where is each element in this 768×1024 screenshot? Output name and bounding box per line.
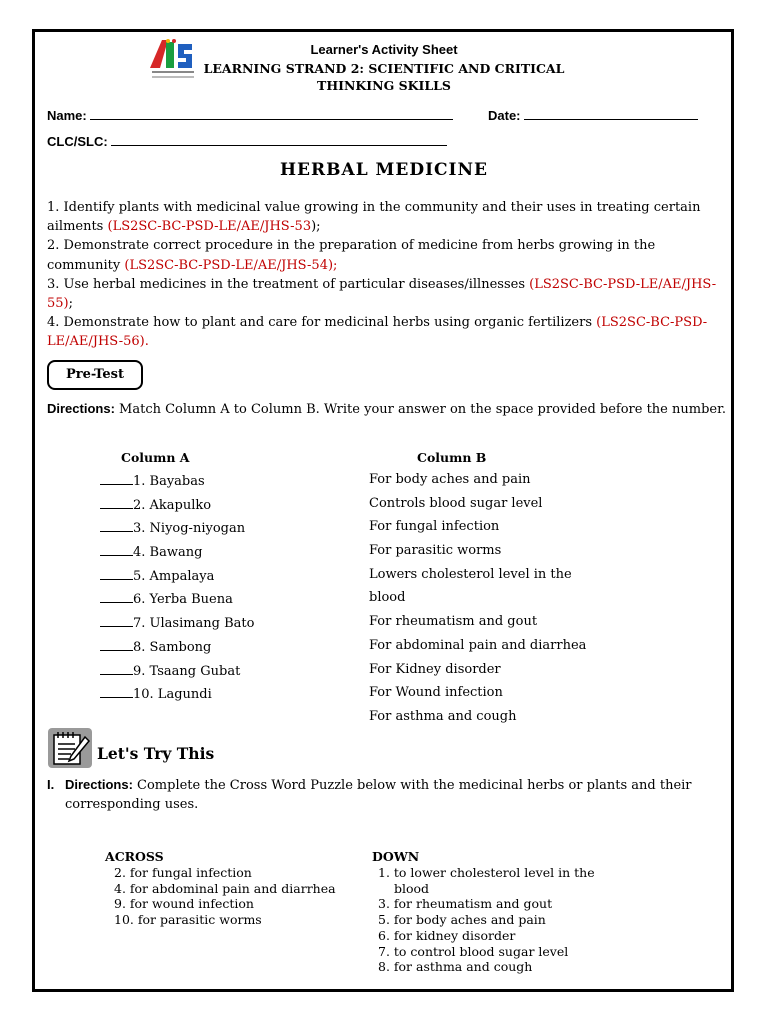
directions-label: Directions: — [65, 777, 133, 792]
list-item: For parasitic worms — [369, 543, 502, 559]
list-item: 5. for body aches and pain — [378, 912, 546, 928]
down-header: DOWN — [372, 849, 420, 864]
list-item: 1. to lower cholesterol level in the — [378, 865, 595, 880]
clc-field[interactable] — [47, 134, 447, 149]
crossword-directions — [47, 775, 727, 814]
column-a-list — [100, 470, 255, 707]
pretest-directions — [47, 399, 727, 419]
list-item: For asthma and cough — [369, 708, 517, 724]
competency-code: (LS2SC-BC-PSD-LE/AE/JHS-56). — [47, 315, 708, 350]
list-item: 5. Ampalaya — [100, 565, 255, 589]
answer-blank[interactable] — [100, 518, 133, 532]
objective-1: 1. Identify plants with medicinal value growing in the community and their uses in treating certain ailments (LS2SC-BC-PSD-LE/AE/JHS-53); — [47, 200, 701, 235]
date-field[interactable] — [488, 108, 698, 123]
competency-code: (LS2SC-BC-PSD-LE/AE/JHS-55) — [47, 276, 717, 312]
column-b-list — [369, 468, 586, 729]
list-item: Controls blood sugar level — [369, 495, 543, 511]
lets-try-title: Let's Try This — [97, 744, 215, 763]
clc-line[interactable] — [111, 134, 447, 146]
list-item: 8. Sambong — [100, 636, 255, 660]
list-item: For rheumatism and gout — [369, 614, 538, 630]
list-item: Lowers cholesterol level in the — [369, 566, 572, 582]
list-item: For fungal infection — [369, 519, 500, 535]
date-label: Date: — [488, 108, 521, 123]
sheet-subtitle: Learner's Activity Sheet — [310, 42, 458, 57]
directions-label: Directions: — [47, 401, 115, 416]
answer-blank[interactable] — [100, 542, 133, 556]
across-clues — [114, 865, 336, 928]
section-number: I. — [47, 777, 55, 792]
objectives-list — [47, 198, 727, 352]
directions-text: Match Column A to Column B. Write your answer on the space provided before the number. — [114, 402, 727, 417]
learning-strand — [180, 60, 588, 94]
answer-blank[interactable] — [100, 495, 133, 509]
list-item: 7. to control blood sugar level — [378, 943, 569, 959]
clc-label: CLC/SLC: — [47, 134, 108, 149]
objective-4: 4. Demonstrate how to plant and care for medicinal herbs using organic fertilizers (LS2SC-BC-PSD-LE/AE/JHS-56). — [47, 315, 708, 350]
list-item: For Wound infection — [369, 685, 503, 701]
list-item: For abdominal pain and diarrhea — [369, 637, 587, 653]
list-item: 4. for abdominal pain and diarrhea — [114, 880, 336, 896]
list-item: 6. for kidney disorder — [378, 927, 516, 943]
answer-blank[interactable] — [100, 637, 133, 651]
notepad-pencil-icon — [47, 727, 93, 769]
list-item: 10. Lagundi — [100, 683, 255, 707]
list-item: 6. Yerba Buena — [100, 588, 255, 612]
answer-blank[interactable] — [100, 471, 133, 485]
list-item: 1. Bayabas — [100, 470, 255, 494]
objective-3: 3. Use herbal medicines in the treatment of particular diseases/illnesses (LS2SC-BC-PSD-LE/AE/JHS-55); — [47, 276, 717, 312]
down-clues — [378, 865, 595, 975]
column-a-header: Column A — [121, 450, 190, 465]
list-item: 3. Niyog-niyogan — [100, 517, 255, 541]
objective-2: 2. Demonstrate correct procedure in the preparation of medicine from herbs growing in the community (LS2SC-BC-PSD-LE/AE/JHS-54); — [47, 238, 656, 273]
list-item: 8. for asthma and cough — [378, 959, 533, 975]
list-item: 9. Tsaang Gubat — [100, 660, 255, 684]
list-item: 9. for wound infection — [114, 896, 254, 912]
answer-blank[interactable] — [100, 661, 133, 675]
pretest-label: Pre-Test — [47, 360, 143, 390]
list-item: 7. Ulasimang Bato — [100, 612, 255, 636]
directions-text: Complete the Cross Word Puzzle below with the medicinal herbs or plants and their corresponding uses. — [65, 778, 692, 812]
answer-blank[interactable] — [100, 566, 133, 580]
strand-line-2: THINKING SKILLS — [317, 78, 451, 93]
date-line[interactable] — [524, 108, 698, 120]
strand-line-1: LEARNING STRAND 2: SCIENTIFIC AND CRITICAL — [203, 61, 565, 76]
list-item: 2. Akapulko — [100, 494, 255, 518]
list-item: 2. for fungal infection — [114, 865, 252, 880]
list-item: 3. for rheumatism and gout — [378, 896, 553, 912]
answer-blank[interactable] — [100, 684, 133, 698]
name-field[interactable] — [47, 108, 453, 123]
page-title: HERBAL MEDICINE — [279, 160, 489, 180]
list-item: For Kidney disorder — [369, 661, 501, 677]
competency-code: (LS2SC-BC-PSD-LE/AE/JHS-53 — [107, 219, 312, 235]
competency-code: (LS2SC-BC-PSD-LE/AE/JHS-54); — [124, 257, 338, 273]
list-item: blood — [369, 590, 406, 606]
column-b-header: Column B — [417, 450, 487, 465]
name-label: Name: — [47, 108, 87, 123]
answer-blank[interactable] — [100, 613, 133, 627]
list-item: 4. Bawang — [100, 541, 255, 565]
list-item: For body aches and pain — [369, 472, 531, 487]
across-header: ACROSS — [105, 849, 164, 864]
list-item: 10. for parasitic worms — [114, 912, 262, 928]
list-item: blood — [394, 880, 430, 896]
name-line[interactable] — [90, 108, 453, 120]
answer-blank[interactable] — [100, 589, 133, 603]
